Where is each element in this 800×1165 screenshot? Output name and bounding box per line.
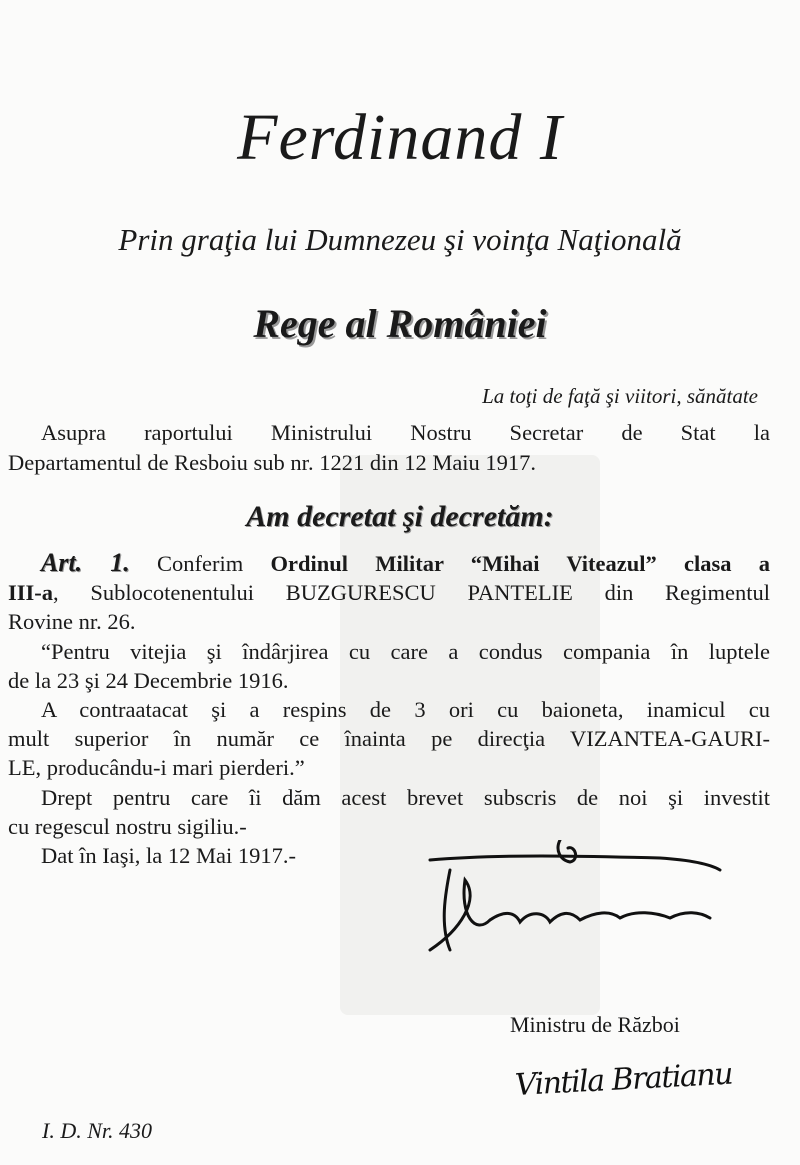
body-line: de la 23 şi 24 Decembrie 1916. [8,668,289,693]
body-line: mult superior în număr ce înainta pe direcţia VIZANTEA-GAURI- [8,726,770,751]
body-line: Dat în Iaşi, la 12 Mai 1917.- [41,843,296,868]
article-text: Conferim [129,551,271,576]
minister-signature: Vintila Bratianu [514,1056,733,1103]
king-title: Rege al României [253,301,547,346]
body-line: Drept pentru care îi dăm acest brevet subscris de noi şi investit [41,785,770,810]
minister-title: Ministru de Război [510,1012,680,1037]
preamble-line: Asupra raportului Ministrului Nostru Secretar de Stat la [41,420,770,445]
article-label: Art. 1. [41,548,130,577]
article-text: , Sublocotenentului BUZGURESCU PANTELIE din Regimentul [53,580,770,605]
body-line: A contraatacat şi a respins de 3 ori cu baioneta, inamicul cu [41,697,770,722]
document-id-number: I. D. Nr. 430 [42,1118,153,1143]
document-title: Ferdinand I [237,101,563,174]
order-class: III-a [8,580,54,605]
article-line [8,548,770,578]
body-line: cu regescul nostru sigiliu.- [8,814,247,839]
king-signature [420,840,740,980]
body-line: “Pentru vitejia şi îndârjirea cu care a condus compania în luptele [41,639,770,664]
order-name: Ordinul Militar “Mihai Viteazul” clasa a [270,551,770,576]
greeting: La toţi de faţă şi viitori, sănătate [482,384,758,408]
body-line: LE, producându-i mari pierderi.” [8,755,305,780]
preamble-line: Departamentul de Resboiu sub nr. 1221 din 12 Maiu 1917. [8,450,537,475]
grace-formula: Prin graţia lui Dumnezeu şi voinţa Naţională [118,222,682,257]
article-line [8,578,770,607]
article-line: Rovine nr. 26. [8,609,136,634]
decree-heading: Am decretat şi decretăm: [246,500,554,533]
